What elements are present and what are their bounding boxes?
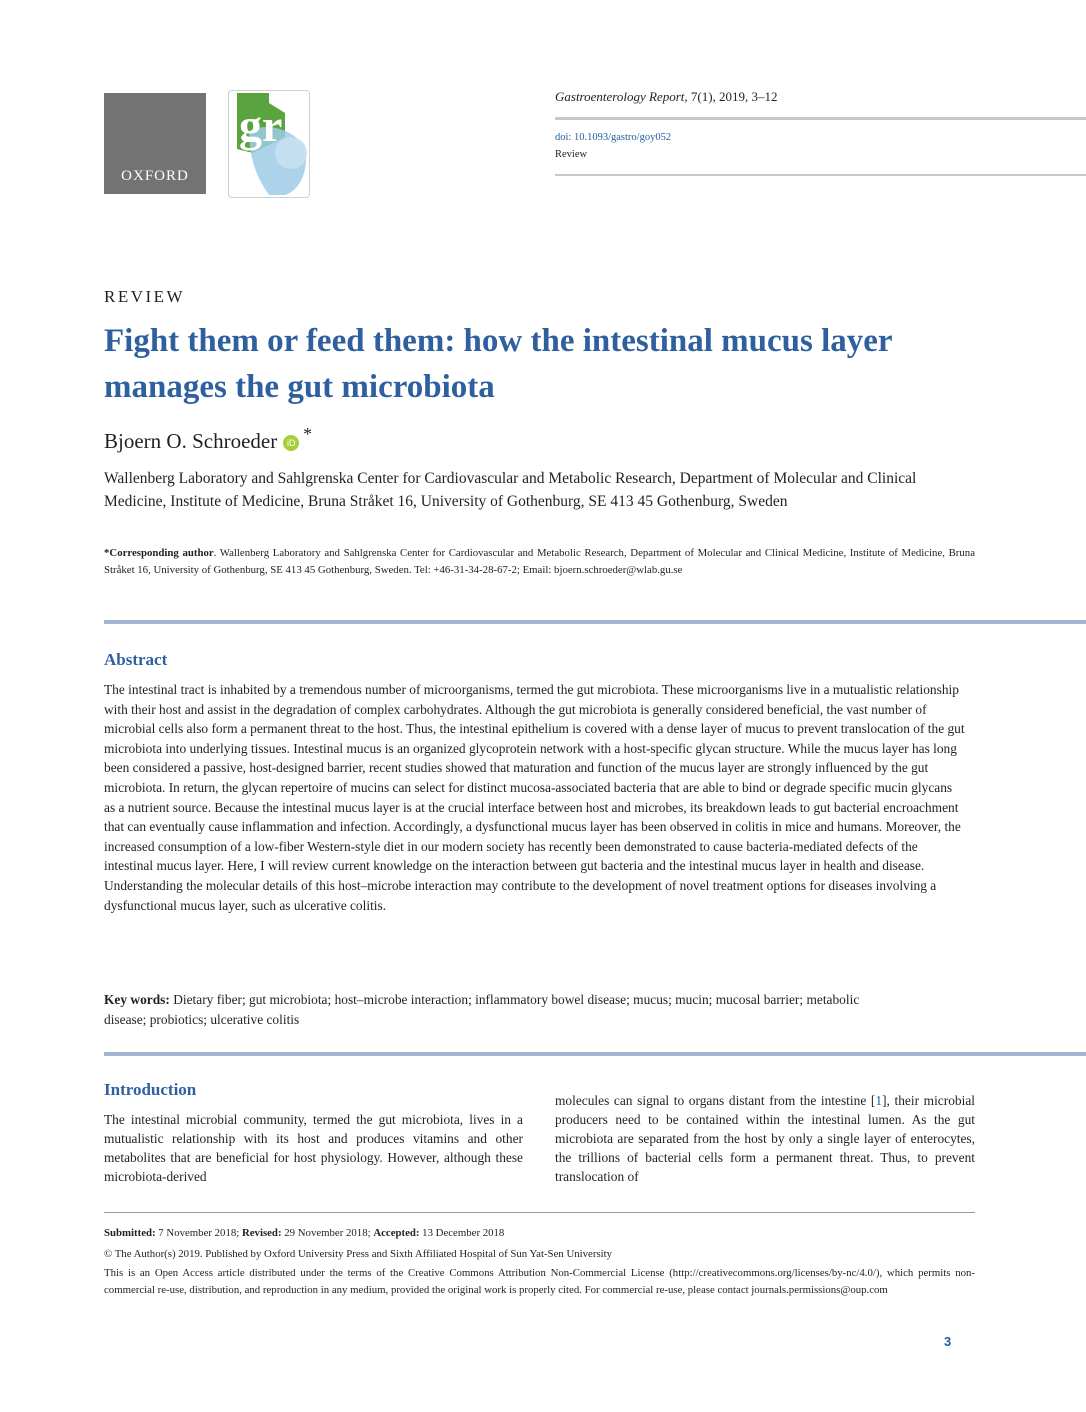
affiliation: Wallenberg Laboratory and Sahlgrenska Center for Cardiovascular and Metabolic Research, Department of Molecular and Clinical Medicine, Institute of Medicine, Bruna Stråket 16, University of Gothenburg, SE 413 45 Gothenburg, Sweden (104, 470, 917, 510)
header-divider-bottom (555, 174, 1086, 176)
submission-dates (104, 1225, 975, 1242)
corresponding-text: . Wallenberg Laboratory and Sahlgrenska Center for Cardiovascular and Metabolic Research, Department of Molecular and Clinical Medicine, Institute of Medicine, Bruna Stråket 16, University of Gothenburg, SE 413 45 Gothenburg, Sweden. Tel: +46-31-34-28-67-2; Email: bjoern.schroeder@wlab.gu.se (104, 547, 975, 576)
abstract-heading: Abstract (104, 650, 168, 669)
license-text: This is an Open Access article distributed under the terms of the Creative Commons Attribution Non-Commercial License (http://creativecommons.org/licenses/by-nc/4.0/), which permits non-commercial re-use, distribution, and reproduction in any medium, provided the original work is properly cited. For commercial re-use, please contact journals.permissions@oup.com (104, 1267, 975, 1296)
header-divider (555, 117, 1086, 120)
journal-volume: , 7(1), 2019, 3–12 (684, 89, 778, 104)
copyright: © The Author(s) 2019. Published by Oxford University Press and Sixth Affiliated Hospital of Sun Yat-Sen University (104, 1248, 613, 1260)
submitted-label: Submitted: (104, 1227, 156, 1239)
introduction-heading: Introduction (104, 1080, 197, 1099)
abstract-text: The intestinal tract is inhabited by a tremendous number of microorganisms, termed the gut microbiota. These microorganisms live in a mutualistic relationship with their host and assist in the degradation of complex carbohydrates. Although the gut microbiota is generally considered beneficial, the vast number of microbial cells also form a permanent threat to the host. Thus, the intestinal epithelium is covered with a dense layer of mucus to prevent translocation of the gut microbiota into underlying tissues. Intestinal mucus is an organized glycoprotein network with a host-specific glycan structure. While the mucus layer has long been considered a passive, host-designed barrier, recent studies showed that maturation and function of the mucus layer are strongly influenced by the gut microbiota. In return, the glycan repertoire of mucins can select for distinct mucosa-associated bacteria that are able to bind or degrade specific mucin glycans as a nutrient source. Because the intestinal mucus layer is at the crucial interface between host and microbes, its breakdown leads to gut bacterial encroachment that can eventually cause inflammation and infection. Accordingly, a dysfunctional mucus layer has been observed in colitis in mice and humans. Moreover, the increased consumption of a low-fiber Western-style diet in our modern society has recently been demonstrated to cause bacteria-mediated defects of the intestinal mucus layer. Here, I will review current knowledge on the interaction between gut bacteria and the intestinal mucus layer in health and disease. Understanding the molecular details of this host–microbe interaction may contribute to the development of novel treatment options for diseases involving a dysfunctional mucus layer, such as ulcerative colitis. (104, 682, 965, 913)
corresponding-author (104, 545, 975, 579)
author-name: Bjoern O. Schroeder (104, 429, 278, 453)
journal-citation (555, 89, 778, 105)
author-marker: * (303, 424, 312, 444)
revised-label: Revised: (241, 1227, 282, 1239)
intro-text-b: ], their microbial producers need to be contained within the intestinal lumen. As the gut microbiota are separated from the host by only a single layer of enterocytes, the trillions of bacterial cells form a permanent threat. Thus, to prevent translocation of (555, 1093, 975, 1184)
revised-date: 29 November 2018; (281, 1227, 374, 1239)
section-label: REVIEW (104, 287, 186, 306)
intro-column-left: The intestinal microbial community, termed the gut microbiota, lives in a mutualistic relationship with its host and produces vitamins and other metabolites that are beneficial for host physiology. However, although these microbiota-derived (104, 1112, 523, 1184)
corresponding-label: *Corresponding author (104, 547, 214, 559)
abstract-divider (104, 620, 1086, 624)
citation-link[interactable]: 1 (875, 1093, 883, 1108)
oxford-logo-text: OXFORD (121, 168, 189, 184)
submitted-date: 7 November 2018; (155, 1227, 242, 1239)
keywords-label: Key words: (104, 992, 170, 1007)
doi-link[interactable]: doi: 10.1093/gastro/goy052 (555, 132, 672, 143)
article-title: Fight them or feed them: how the intestinal mucus layer manages the gut microbiota (104, 323, 892, 405)
keywords-list: Dietary fiber; gut microbiota; host–microbe interaction; inflammatory bowel disease; mucus; mucin; mucosal barrier; metabolic disease; probiotics; ulcerative colitis (104, 992, 860, 1027)
keywords (104, 990, 904, 1030)
author-line (104, 424, 312, 454)
gr-logo-graphic (229, 91, 309, 197)
journal-name: Gastroenterology Report (555, 89, 685, 104)
intro-text-a: molecules can signal to organs distant from the intestine [ (555, 1093, 876, 1108)
journal-logo-text: gr (239, 100, 283, 151)
journal-logo (228, 90, 310, 198)
orcid-icon[interactable]: iD (283, 435, 299, 451)
article-type: Review (555, 149, 588, 160)
intro-column-right (555, 1091, 975, 1186)
intro-divider (104, 1052, 1086, 1056)
page-number: 3 (944, 1334, 952, 1349)
footer-divider (104, 1212, 975, 1213)
oxford-logo (104, 93, 206, 194)
accepted-date: 13 December 2018 (419, 1227, 505, 1239)
accepted-label: Accepted: (373, 1227, 420, 1239)
